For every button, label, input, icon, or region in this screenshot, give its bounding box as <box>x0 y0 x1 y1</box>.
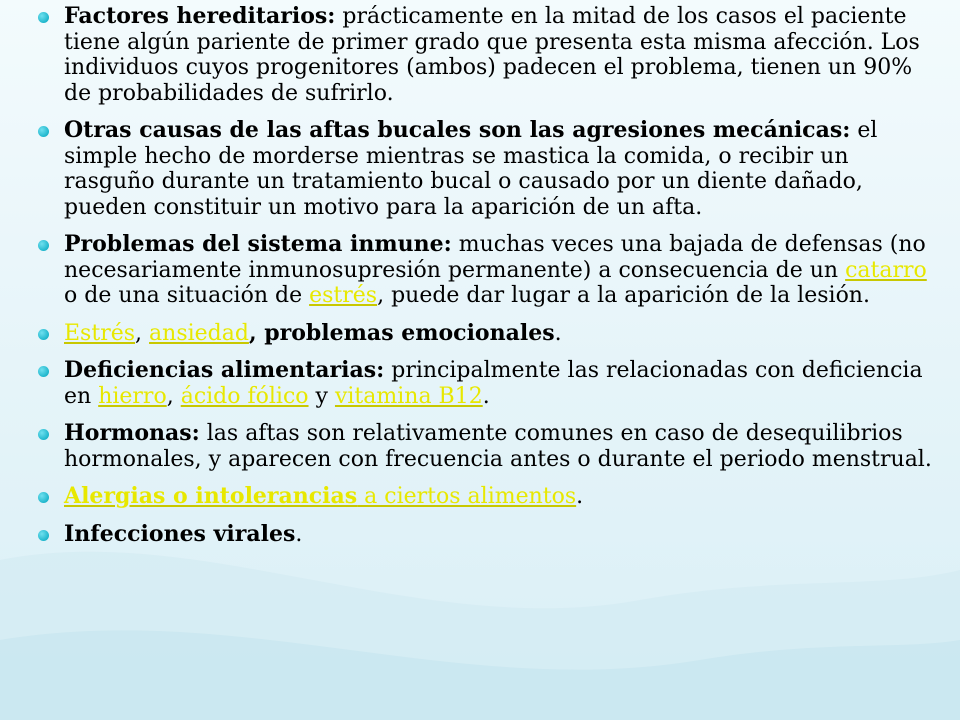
bullet-text: y <box>308 383 335 409</box>
bullet-text: , puede dar lugar a la aparición de la lesión. <box>377 283 870 308</box>
bullet-item <box>36 4 936 106</box>
bullet-text: . <box>554 320 562 346</box>
bullet-dot-icon <box>38 429 49 440</box>
bullet-heading: Factores hereditarios: <box>64 3 336 29</box>
bullet-text: el simple hecho de morderse mientras se mastica la comida, o recibir un rasguño durante un tratamiento bucal o causado por un diente dañado, pueden constituir un motivo para la aparición de un afta. <box>64 118 878 220</box>
bullet-dot-icon <box>38 240 49 251</box>
link[interactable]: vitamina B12 <box>334 383 483 409</box>
bullet-list <box>36 4 936 559</box>
link[interactable]: a ciertos alimentos <box>357 484 577 509</box>
bullet-text: . <box>576 484 584 509</box>
bullet-heading: Problemas del sistema inmune: <box>64 231 452 257</box>
bullet-dot-icon <box>38 12 49 23</box>
bullet-item <box>36 232 936 309</box>
link[interactable]: Estrés <box>64 320 136 346</box>
bullet-text: muchas veces una bajada de defensas (no necesariamente inmunosupresión permanente) a consecuencia de un <box>64 232 926 283</box>
bullet-heading: Infecciones virales <box>64 520 296 547</box>
bullet-item <box>36 358 936 409</box>
bullet-item <box>36 421 936 472</box>
bullet-text: . <box>482 383 490 409</box>
bullet-text: , <box>166 383 181 409</box>
bullet-text: o de una situación de <box>64 283 310 308</box>
bullet-item <box>36 522 936 548</box>
bullet-heading: , problemas emocionales <box>248 319 555 346</box>
bullet-dot-icon <box>38 492 49 503</box>
bullet-dot-icon <box>38 126 49 137</box>
link[interactable]: ansiedad <box>149 320 249 346</box>
bullet-text: , <box>135 320 150 346</box>
bullet-text: prácticamente en la mitad de los casos el paciente tiene algún pariente de primer grado que presenta esta misma afección. Los individuos cuyos progenitores (ambos) padecen el problema, tienen un 90% de probabilidades de sufrirlo. <box>64 4 920 106</box>
link[interactable]: catarro <box>845 257 927 283</box>
link[interactable]: Alergias o intolerancias <box>64 483 358 509</box>
bullet-dot-icon <box>38 366 49 377</box>
bullet-dot-icon <box>38 530 49 541</box>
bullet-text: las aftas son relativamente comunes en caso de desequilibrios hormonales, y aparecen con frecuencia antes o durante el periodo menstrual. <box>64 421 932 472</box>
bullet-dot-icon <box>38 329 49 340</box>
bullet-text: . <box>295 521 303 547</box>
bullet-item <box>36 321 936 347</box>
bullet-heading: Otras causas de las aftas bucales son las agresiones mecánicas: <box>64 117 851 143</box>
link[interactable]: hierro <box>98 383 167 409</box>
link[interactable]: estrés <box>309 283 378 308</box>
bullet-item <box>36 118 936 220</box>
bullet-heading: Deficiencias alimentarias: <box>64 357 385 383</box>
bullet-item <box>36 484 936 510</box>
link[interactable]: ácido fólico <box>180 383 309 409</box>
bullet-text: principalmente las relacionadas con deficiencia en <box>64 358 923 409</box>
bullet-heading: Hormonas: <box>64 420 200 446</box>
